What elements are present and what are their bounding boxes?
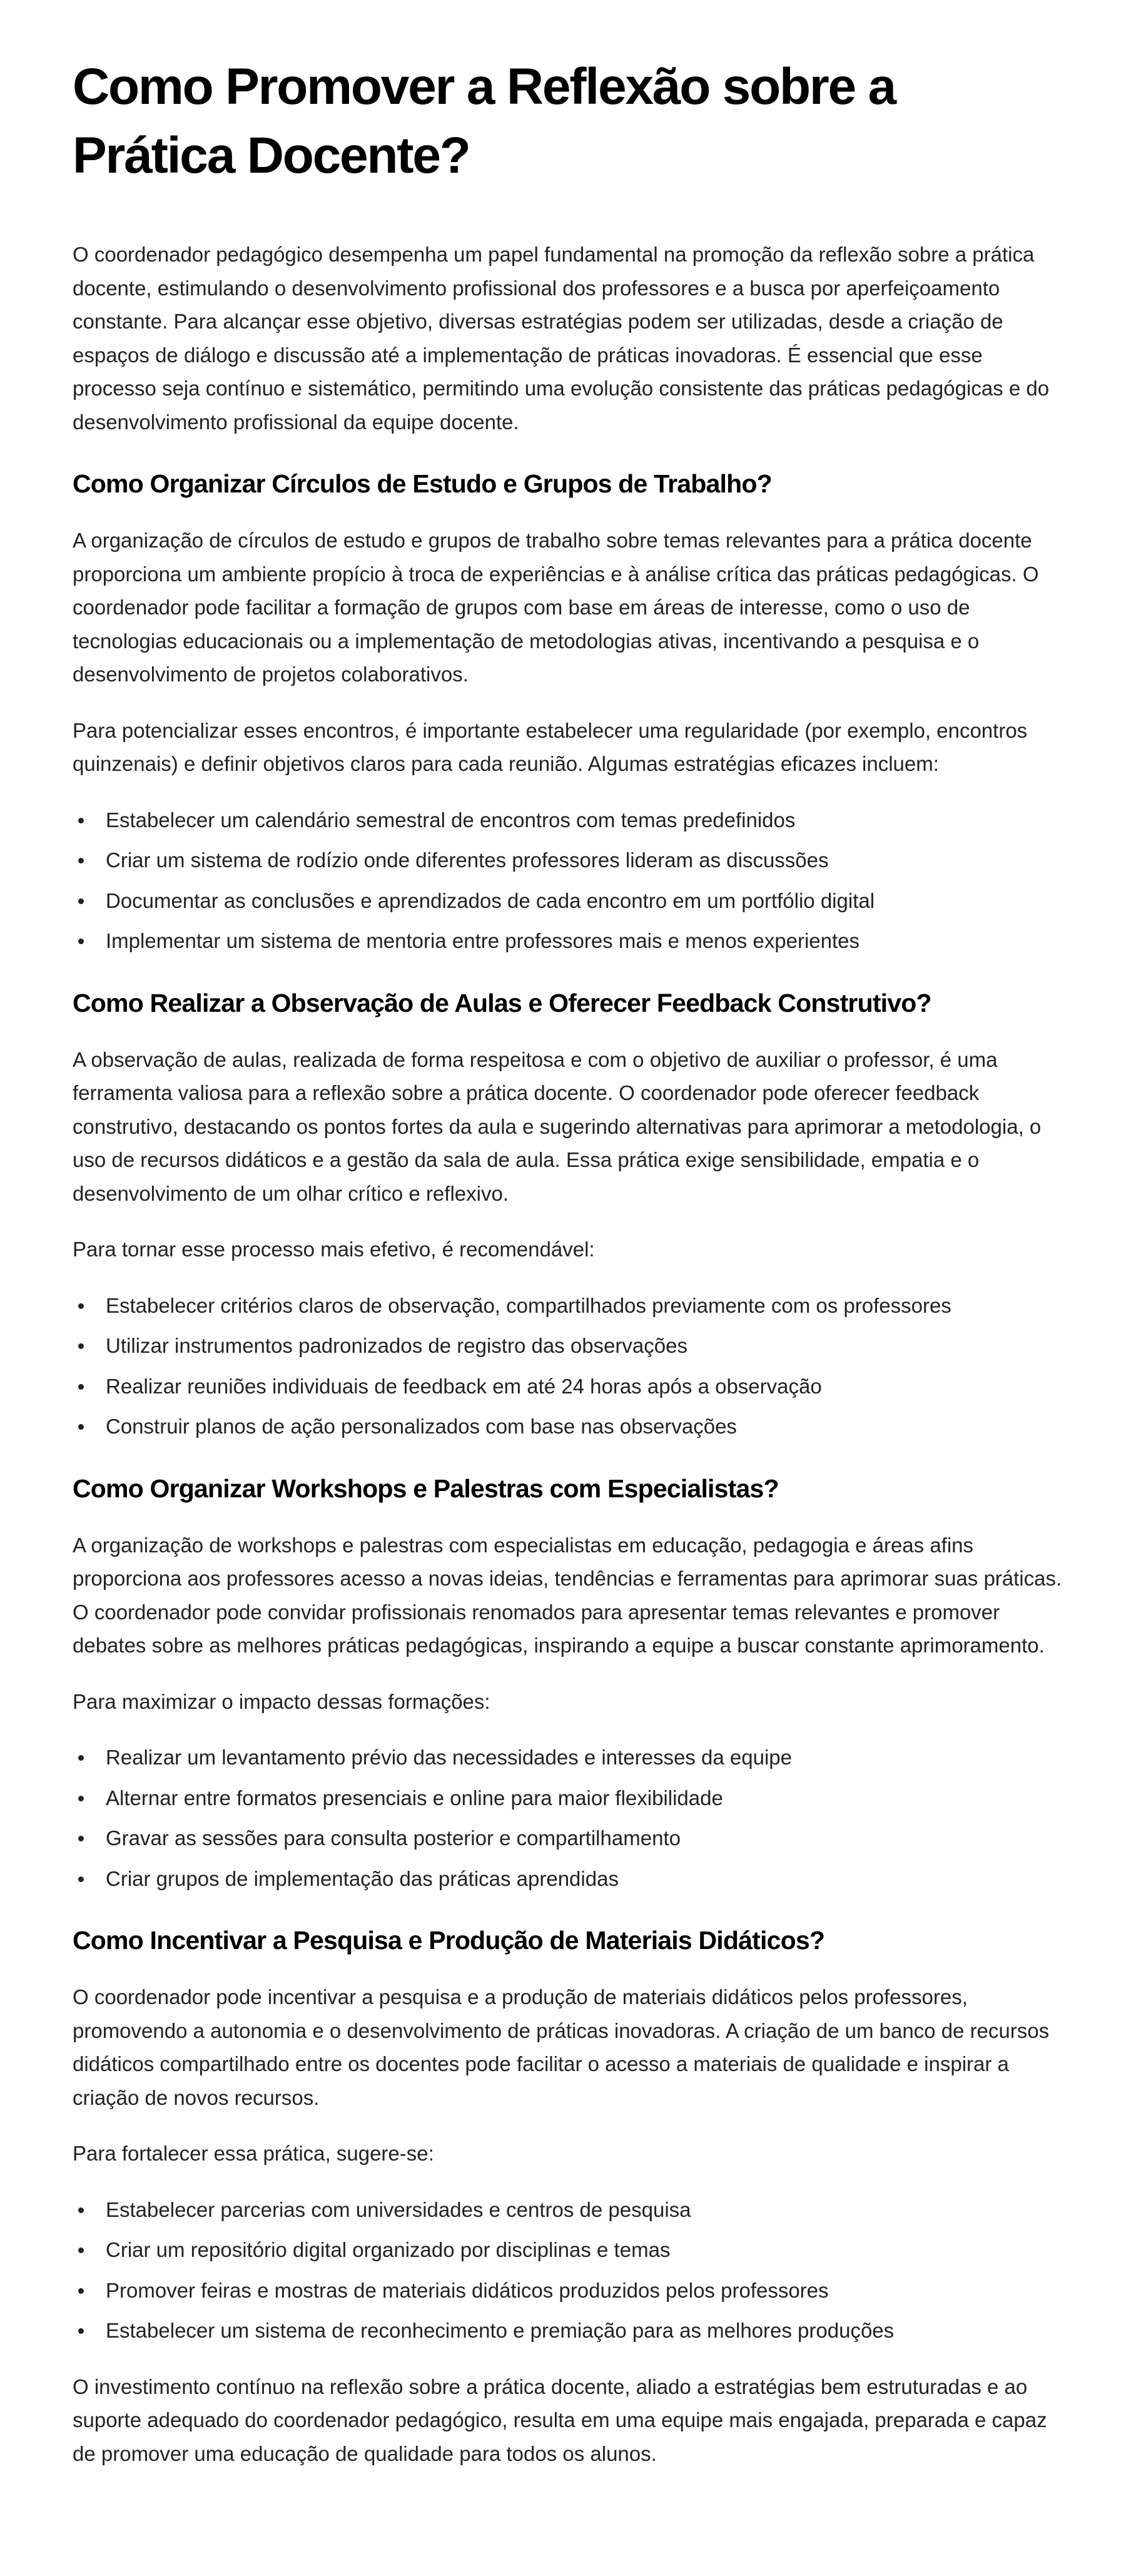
section-paragraph: Para tornar esse processo mais efetivo, é recomendável:	[73, 1238, 595, 1261]
list-item	[73, 1289, 1067, 1323]
bullet-icon	[78, 1303, 84, 1309]
list-item	[73, 2233, 1067, 2267]
section-class-observation	[73, 985, 1067, 1443]
bullet-list	[73, 2193, 1067, 2348]
list-item	[73, 2274, 1067, 2308]
section-paragraph: Para fortalecer essa prática, sugere-se:	[73, 2142, 434, 2165]
list-item	[73, 884, 1067, 918]
list-item-text: Implementar um sistema de mentoria entre professores mais e menos experientes	[106, 929, 860, 952]
section-heading: Como Realizar a Observação de Aulas e Oferecer Feedback Construtivo?	[73, 988, 931, 1017]
section-paragraph: Para potencializar esses encontros, é importante estabelecer uma regularidade (por exemplo, encontros quinzenais) e definir objetivos claros para cada reunião. Algumas estratégias eficazes incluem:	[73, 718, 1028, 775]
bullet-icon	[78, 1424, 84, 1430]
intro-paragraph: O coordenador pedagógico desempenha um papel fundamental na promoção da reflexão sobre a prática docente, estimulando o desenvolvimento profissional dos professores e a busca por aperfeiçoamento constante. Para alcançar esse objetivo, diversas estratégias podem ser utilizadas, desde a criação de espaços de diálogo e discussão até a implementação de práticas inovadoras. É essencial que esse processo seja contínuo e sistemático, permitindo uma evolução consistente das práticas pedagógicas e do desenvolvimento profissional da equipe docente.	[73, 243, 1050, 434]
list-item-text: Construir planos de ação personalizados com base nas observações	[106, 1415, 737, 1438]
list-item-text: Criar um sistema de rodízio onde diferentes professores lideram as discussões	[106, 848, 829, 872]
section-paragraph: A organização de workshops e palestras com especialistas em educação, pedagogia e áreas afins proporciona aos professores acesso a novas ideias, tendências e ferramentas para aprimorar suas práticas. O coordenador pode convidar profissionais renomados para apresentar temas relevantes e promover debates sobre as melhores práticas pedagógicas, inspirando a equipe a buscar constante aprimoramento.	[73, 1533, 1062, 1657]
list-item	[73, 1370, 1067, 1403]
bullet-icon	[78, 939, 84, 944]
bullet-icon	[78, 1876, 84, 1882]
list-item-text: Realizar reuniões individuais de feedback em até 24 horas após a observação	[106, 1374, 822, 1398]
list-item-text: Alternar entre formatos presenciais e online para maior flexibilidade	[106, 1786, 723, 1810]
list-item	[73, 1410, 1067, 1443]
list-item	[73, 924, 1067, 958]
bullet-icon	[78, 818, 84, 823]
list-item	[73, 2193, 1067, 2227]
list-item	[73, 843, 1067, 877]
bullet-icon	[78, 1343, 84, 1349]
bullet-icon	[78, 2207, 84, 2213]
conclusion-paragraph: O investimento contínuo na reflexão sobre a prática docente, aliado a estratégias bem estruturadas e ao suporte adequado do coordenador pedagógico, resulta em uma equipe mais engajada, preparada e capaz de promover uma educação de qualidade para todos os alunos.	[73, 2375, 1047, 2465]
bullet-icon	[78, 1796, 84, 1801]
bullet-icon	[78, 2328, 84, 2334]
section-paragraph: A organização de círculos de estudo e grupos de trabalho sobre temas relevantes para a prática docente proporciona um ambiente propício à troca de experiências e à análise crítica das práticas pedagógicas. O coordenador pode facilitar a formação de grupos com base em áreas de interesse, como o uso de tecnologias educacionais ou a implementação de metodologias ativas, incentivando a pesquisa e o desenvolvimento de projetos colaborativos.	[73, 529, 1039, 686]
bullet-icon	[78, 1836, 84, 1841]
bullet-list	[73, 1289, 1067, 1443]
section-workshops	[73, 1471, 1067, 1896]
list-item	[73, 1741, 1067, 1774]
section-study-circles	[73, 466, 1067, 958]
page-title: Como Promover a Reflexão sobre a Prática Docente?	[73, 58, 895, 184]
list-item	[73, 1781, 1067, 1815]
section-paragraph: Para maximizar o impacto dessas formações:	[73, 1689, 490, 1713]
list-item-text: Promover feiras e mostras de materiais didáticos produzidos pelos professores	[106, 2278, 829, 2302]
list-item	[73, 2314, 1067, 2348]
bullet-icon	[78, 899, 84, 904]
bullet-icon	[78, 2248, 84, 2253]
list-item-text: Criar grupos de implementação das práticas aprendidas	[106, 1866, 619, 1890]
bullet-list	[73, 1741, 1067, 1895]
section-paragraph: A observação de aulas, realizada de forma respeitosa e com o objetivo de auxiliar o professor, é uma ferramenta valiosa para a reflexão sobre a prática docente. O coordenador pode oferecer feedback construtivo, destacando os pontos fortes da aula e sugerindo alternativas para aprimorar a metodologia, o uso de recursos didáticos e a gestão da sala de aula. Essa prática exige sensibilidade, empatia e o desenvolvimento de um olhar crítico e reflexivo.	[73, 1047, 1042, 1205]
list-item	[73, 1821, 1067, 1855]
list-item-text: Estabelecer um sistema de reconhecimento e premiação para as melhores produções	[106, 2319, 895, 2342]
section-heading: Como Organizar Workshops e Palestras com Especialistas?	[73, 1474, 779, 1503]
list-item-text: Utilizar instrumentos padronizados de registro das observações	[106, 1334, 687, 1357]
list-item-text: Documentar as conclusões e aprendizados de cada encontro em um portfólio digital	[106, 888, 875, 912]
section-heading: Como Incentivar a Pesquisa e Produção de Materiais Didáticos?	[73, 1926, 825, 1955]
list-item	[73, 803, 1067, 837]
list-item-text: Realizar um levantamento prévio das necessidades e interesses da equipe	[106, 1746, 792, 1769]
bullet-icon	[78, 858, 84, 863]
section-paragraph: O coordenador pode incentivar a pesquisa e a produção de materiais didáticos pelos professores, promovendo a autonomia e o desenvolvimento de práticas inovadoras. A criação de um banco de recursos didáticos compartilhado entre os docentes pode facilitar o acesso a materiais de qualidade e inspirar a criação de novos recursos.	[73, 1985, 1050, 2109]
article	[73, 53, 1067, 2493]
list-item-text: Estabelecer parcerias com universidades e centros de pesquisa	[106, 2197, 691, 2221]
list-item-text: Gravar as sessões para consulta posterior e compartilhamento	[106, 1826, 681, 1850]
list-item-text: Estabelecer um calendário semestral de encontros com temas predefinidos	[106, 808, 796, 832]
list-item-text: Criar um repositório digital organizado por disciplinas e temas	[106, 2238, 671, 2261]
bullet-icon	[78, 1755, 84, 1761]
bullet-icon	[78, 1384, 84, 1390]
bullet-icon	[78, 2288, 84, 2294]
list-item	[73, 1329, 1067, 1363]
list-item	[73, 1862, 1067, 1896]
section-research-materials	[73, 1923, 1067, 2348]
list-item-text: Estabelecer critérios claros de observação, compartilhados previamente com os professores	[106, 1293, 951, 1317]
section-heading: Como Organizar Círculos de Estudo e Grupos de Trabalho?	[73, 469, 772, 498]
bullet-list	[73, 803, 1067, 958]
